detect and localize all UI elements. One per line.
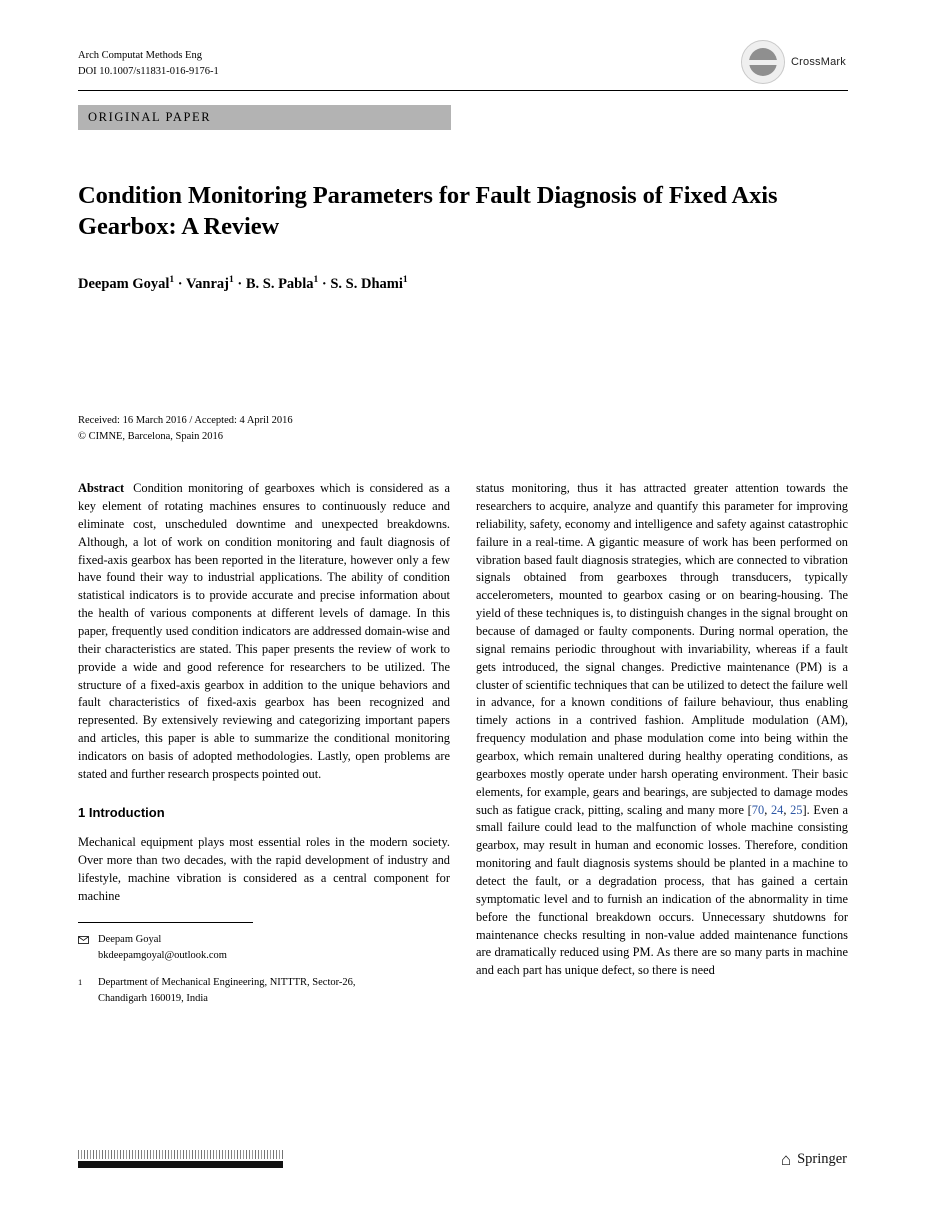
journal-info [78,44,219,81]
envelope-icon [78,932,89,964]
right-column [476,480,848,1007]
crossmark-label: CrossMark [791,56,846,68]
author-name: B. S. Pabla [245,275,314,292]
publisher-logo [781,1151,847,1168]
page-footer [78,1150,847,1168]
author-list [78,275,848,293]
citation-link-70[interactable]: 70 [751,802,765,817]
journal-name: Arch Computat Methods Eng [78,50,202,61]
corresponding-author-email[interactable]: bkdeepamgoyal@outlook.com [98,949,227,961]
author-affil-marker: 1 [228,274,234,285]
affiliation-marker: 1 [78,977,83,988]
affiliation-line-1: Department of Mechanical Engineering, NITTTR, Sector-26, [98,977,356,989]
received-accepted: Received: 16 March 2016 / Accepted: 4 April 2016 [78,414,293,426]
paper-type-banner [78,105,451,130]
left-column [78,480,450,1007]
page-content [78,44,848,1007]
author-affil-marker: 1 [313,274,319,285]
crossmark-icon [741,40,785,84]
springer-mark-icon: ⌂ [780,1150,792,1169]
barcode [78,1150,283,1168]
header-rule [78,90,848,91]
citation-link-24[interactable]: 24 [770,802,784,817]
copyright-line: © CIMNE, Barcelona, Spain 2016 [78,431,224,443]
barcode-pattern [78,1150,283,1159]
corresponding-author-block [78,932,450,964]
intro-paragraph-left: Mechanical equipment plays most essential roles in the modern society. Over more than two decades, with the rapid development of industry and lifestyle, machine vibration is considered as a central component for machine [78,835,450,904]
author-affil-marker: 1 [402,274,408,285]
page-title: Condition Monitoring Parameters for Fault Diagnosis of Fixed Axis Gearbox: A Review [78,182,778,241]
publication-dates [78,413,848,447]
section-heading-introduction: 1 Introduction [78,804,165,820]
publisher-name: Springer [797,1151,847,1167]
author-name: Deepam Goyal [78,275,170,292]
intro-text-part-1: status monitoring, thus it has attracted greater attention towards the researchers to acquire, analyze and quantify this parameter for improving reliability, safety, economy and intelligence and safety against catastrophic failure in a real-time. A gigantic measure of work has been performed on vibration based fault diagnosis strategies, which are connected to vibration signals obtained from gearboxes through transducers, typically accelerometers, mounted to gearbox casing or on bearing-housing. The yield of these techniques is, to distinguish changes in the signal brought on because of damaged or faulty components. During normal operation, the signal remains periodic throughout with invariability, whereas if a fault gets introduced, the signal changes. Predictive maintenance (PM) is a cluster of scientific techniques that can be utilized to detect the failure well in advance, for a known conditions of failure behaviour, thus enabling timely actions in a contrived fashion. Amplitude modulation (AM), frequency modulation and phase modulation come into being within the gearbox, which remain unaltered during healthy operating conditions, as gearboxes mostly operate under harsh operating environment. Their basic elements, for example, gears and bearings, are subjected to damage modes such as fatigue crack, pitting, scaling and many more [ [476,481,848,817]
barcode-bar [78,1161,283,1168]
affiliation-line-2: Chandigarh 160019, India [98,993,208,1005]
journal-header [78,44,848,84]
author-separator: · [321,275,331,292]
corresponding-author-info [98,932,227,964]
author-separator: · [177,275,186,292]
abstract-text: Condition monitoring of gearboxes which is considered as a key element of rotating machines ensures to continuously reduce and eliminate cost, unscheduled downtime and unexpected breakdowns. Although, a lot of work on condition monitoring and fault diagnosis of fixed-axis gearbox has been reported in the literature, however only a few have found their way to industrial applications. The ability of condition statistical indicators is to provide accurate and precise information about the health of various components at different levels of damage. In this paper, frequently used condition indicators are addressed domain-wise and their characteristics are stated. This paper presents the review of work to provide a wide and good reference for researchers to be utilized. The structure of a fixed-axis gearbox in addition to the unique behaviors and fault characteristics of fixed-axis gearbox has been recognized and represented. By extensively reviewing and categorizing important papers and articles, this paper is able to summarize the conditional monitoring indicators on basis of adopted methodologies. Lastly, open problems are stated and further research prospects pointed out. [78,481,450,781]
corresponding-author-name: Deepam Goyal [98,933,162,945]
footnote-divider [78,922,253,923]
citation-link-25[interactable]: 25 [790,802,803,817]
paper-type-label: ORIGINAL PAPER [88,110,212,124]
affiliation-block [78,975,450,1007]
intro-text-part-2: ]. Even a small failure could lead to the malfunction of whole machine consisting gearbox, may result in human and economic losses. Therefore, condition monitoring and fault diagnosis systems should be planted in a machine to detect the fault, or a degradation process, that has gained a certain symptomatic level and to furnish an indication of the abnormality in time before the functional breakdown occurs. Unnecessary shutdowns for maintenance checks resulting in non-value added maintenance functions are dramatically reduced using PM. As there are so many parts in machine and each part has unique defect, so there is need [476,802,848,978]
author-name: S. S. Dhami [330,275,403,292]
crossmark-badge[interactable] [741,40,846,84]
intro-paragraph-right: status monitoring, thus it has attracted greater attention towards the researchers to acquire, analyze and quantify this parameter for improving reliability, safety, economy and intelligence and safety against catastrophic failure in a real-time. A gigantic measure of work has been performed on vibration based fault diagnosis strategies, which are connected to vibration signals obtained from gearboxes through transducers, typically accelerometers, mounted to gearbox casing or on bearing-housing. The yield of these techniques is, to distinguish changes in the signal brought on because of damaged or faulty components. During normal operation, the signal remains periodic throughout with invariability, whereas if a fault gets introduced, the signal changes. Predictive maintenance (PM) is a cluster of scientific techniques that can be utilized to detect the failure well in advance, for a known conditions of failure behaviour, thus enabling timely actions in a contrived fashion. Amplitude modulation (AM), frequency modulation and phase modulation come into being within the gearbox, which remain unaltered during healthy operating conditions, as gearboxes mostly operate under harsh operating environment. Their basic elements, for example, gears and bearings, are subjected to damage modes such as fatigue crack, pitting, scaling and many more [70, 24, 25]. Even a small failure could lead to the malfunction of whole machine consisting gearbox, may result in human and economic losses. Therefore, condition monitoring and fault diagnosis systems should be planted in a machine to detect the fault, or a degradation process, that has gained a certain symptomatic level and to furnish an indication of the abnormality in time before the functional breakdown occurs. Unnecessary shutdowns for maintenance checks resulting in non-value added maintenance functions are dramatically reduced using PM. As there are so many parts in machine and each part has unique defect, so there is need [476,481,848,978]
doi: DOI 10.1007/s11831-016-9176-1 [78,66,219,78]
author-name: Vanraj [186,275,229,292]
body-columns [78,480,848,1007]
author-affil-marker: 1 [169,274,175,285]
affiliation-text [98,975,356,1007]
abstract-paragraph [78,480,450,784]
abstract-label: Abstract [78,481,125,496]
author-separator: · [237,275,246,292]
